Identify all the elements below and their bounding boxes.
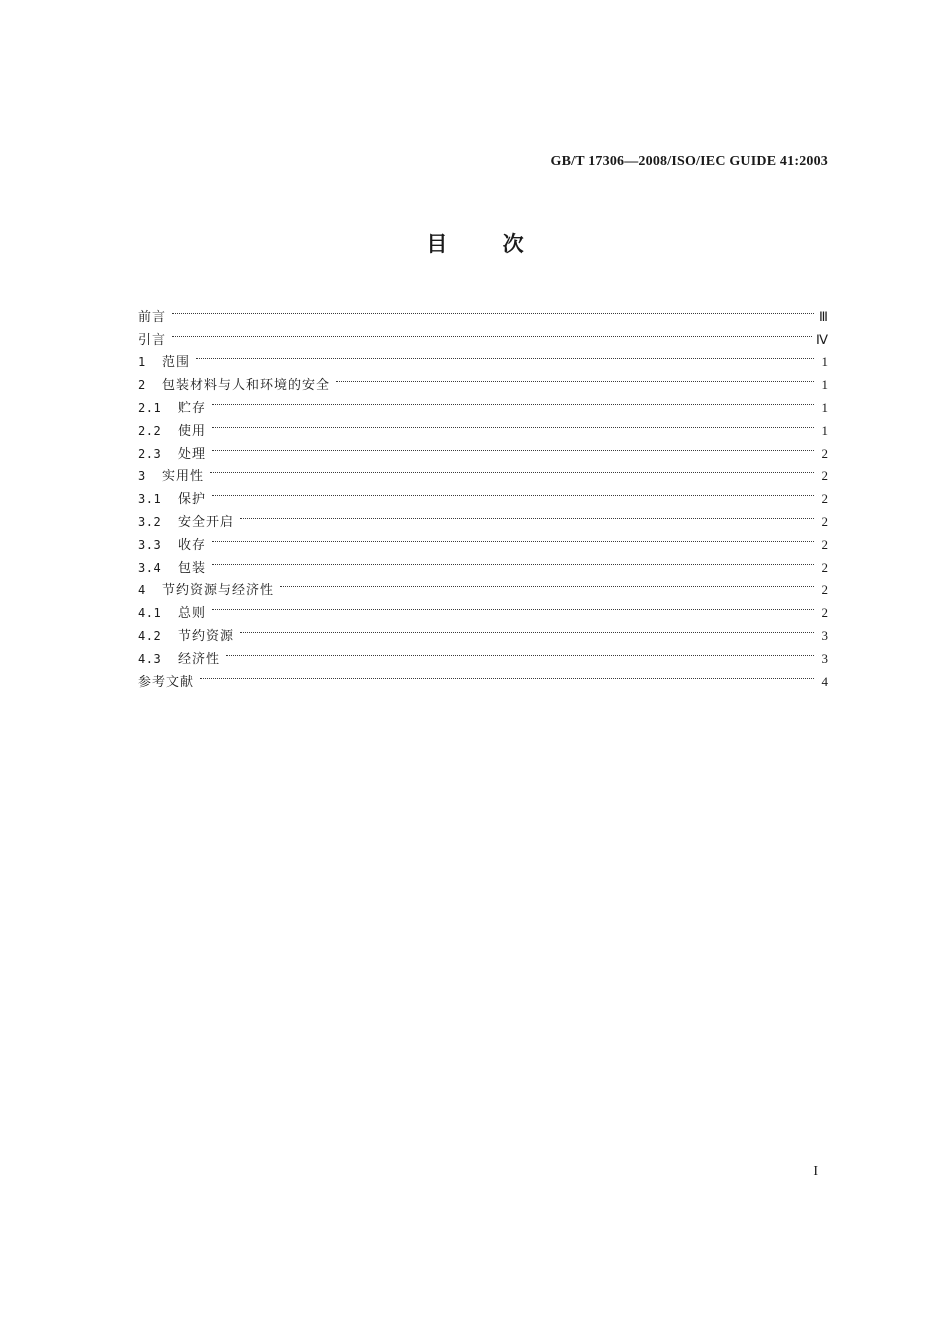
- toc-entry[interactable]: [138, 663, 828, 690]
- toc-entry-page: 1: [821, 399, 828, 415]
- toc-entry-page: 2: [821, 445, 828, 461]
- toc-entry-number: 3.4: [138, 560, 162, 575]
- page-number: I: [813, 1164, 818, 1179]
- toc-entry[interactable]: [138, 549, 828, 576]
- toc-entry-label: 节约资源与经济性: [162, 583, 275, 599]
- toc-entry-page: Ⅲ: [819, 308, 828, 324]
- dot-leader: [212, 435, 814, 458]
- toc-entry-page: 2: [821, 605, 828, 621]
- toc-entry[interactable]: [138, 526, 828, 553]
- toc-entry[interactable]: [138, 435, 828, 462]
- toc-entry[interactable]: [138, 480, 828, 508]
- toc-entry[interactable]: [138, 572, 828, 599]
- toc-entry[interactable]: [138, 594, 828, 622]
- toc-entry-number: 2.1: [138, 400, 162, 415]
- toc-entry-number: 1: [138, 355, 146, 370]
- toc-entry-number: 3.3: [138, 537, 162, 552]
- dot-leader: [212, 526, 814, 549]
- dot-leader: [240, 503, 814, 526]
- toc-entry-page: 2: [821, 536, 828, 552]
- dot-leader: [200, 663, 814, 686]
- toc-entry-label: 收存: [178, 537, 207, 553]
- toc-entry-label: 保护: [178, 492, 207, 508]
- toc-entry-label: 处理: [178, 446, 207, 462]
- toc-entry-label: 使用: [178, 423, 207, 439]
- toc-entry-page: Ⅳ: [816, 331, 828, 347]
- dot-leader: [212, 389, 814, 412]
- toc-entry[interactable]: [138, 640, 828, 667]
- toc-entry[interactable]: [138, 617, 828, 644]
- dot-leader: [280, 572, 814, 595]
- toc-entry-page: 1: [821, 354, 828, 370]
- toc-entry-page: 4: [821, 673, 828, 689]
- toc-entry[interactable]: [138, 298, 828, 325]
- dot-leader: [172, 321, 812, 344]
- toc-entry[interactable]: [138, 412, 828, 439]
- toc-entry-number: 4.1: [138, 606, 162, 621]
- toc-entry[interactable]: [138, 503, 828, 530]
- standard-code-header: GB/T 17306—2008/ISO/IEC GUIDE 41:2003: [550, 154, 828, 169]
- toc-entry-label: 贮存: [178, 400, 207, 416]
- dot-leader: [212, 480, 814, 503]
- toc-entry-page: 2: [821, 491, 828, 507]
- toc-entry-page: 2: [821, 582, 828, 598]
- toc-entry-label: 引言: [138, 332, 167, 348]
- toc-entry-label: 包装: [178, 560, 207, 576]
- toc-entry[interactable]: [138, 366, 828, 394]
- title-char-2: 次: [502, 232, 524, 256]
- toc-entry-page: 2: [821, 513, 828, 529]
- toc-entry-number: 4.3: [138, 651, 162, 666]
- toc-entry[interactable]: [138, 389, 828, 416]
- toc-entry-number: 4: [138, 583, 146, 598]
- toc-entry-page: 1: [821, 377, 828, 393]
- page-title: [0, 228, 950, 258]
- toc-entry-page: 2: [821, 559, 828, 575]
- dot-leader: [212, 594, 814, 617]
- toc-entry-number: 3.1: [138, 492, 162, 507]
- toc-entry-label: 安全开启: [178, 514, 235, 530]
- toc-entry-page: 3: [821, 627, 828, 643]
- toc-entry-label: 参考文献: [138, 674, 195, 690]
- toc-entry-number: 4.2: [138, 628, 162, 643]
- dot-leader: [226, 640, 814, 663]
- toc-entry-number: 2.3: [138, 446, 162, 461]
- toc-entry-label: 前言: [138, 309, 167, 325]
- toc-entry-label: 节约资源: [178, 628, 235, 644]
- dot-leader: [240, 617, 814, 640]
- dot-leader: [212, 549, 814, 572]
- title-char-1: 目: [426, 232, 448, 256]
- toc-entry-label: 实用性: [162, 469, 205, 485]
- dot-leader: [196, 344, 814, 367]
- toc-entry-page: 3: [821, 650, 828, 666]
- dot-leader: [172, 298, 814, 321]
- toc-entry-label: 范围: [162, 355, 191, 371]
- dot-leader: [210, 458, 814, 481]
- toc-entry-number: 3: [138, 469, 146, 484]
- dot-leader: [336, 366, 814, 389]
- dot-leader: [212, 412, 814, 435]
- toc-entry[interactable]: [138, 458, 828, 485]
- toc-entry-page: 2: [821, 468, 828, 484]
- toc-entry-label: 包装材料与人和环境的安全: [162, 378, 331, 394]
- table-of-contents: [138, 298, 828, 690]
- toc-entry-label: 总则: [178, 606, 207, 622]
- toc-entry-number: 3.2: [138, 514, 162, 529]
- toc-entry[interactable]: [138, 321, 828, 348]
- toc-entry-number: 2.2: [138, 423, 162, 438]
- toc-entry[interactable]: [138, 344, 828, 371]
- toc-entry-label: 经济性: [178, 651, 221, 667]
- toc-entry-number: 2: [138, 378, 146, 393]
- toc-entry-page: 1: [821, 422, 828, 438]
